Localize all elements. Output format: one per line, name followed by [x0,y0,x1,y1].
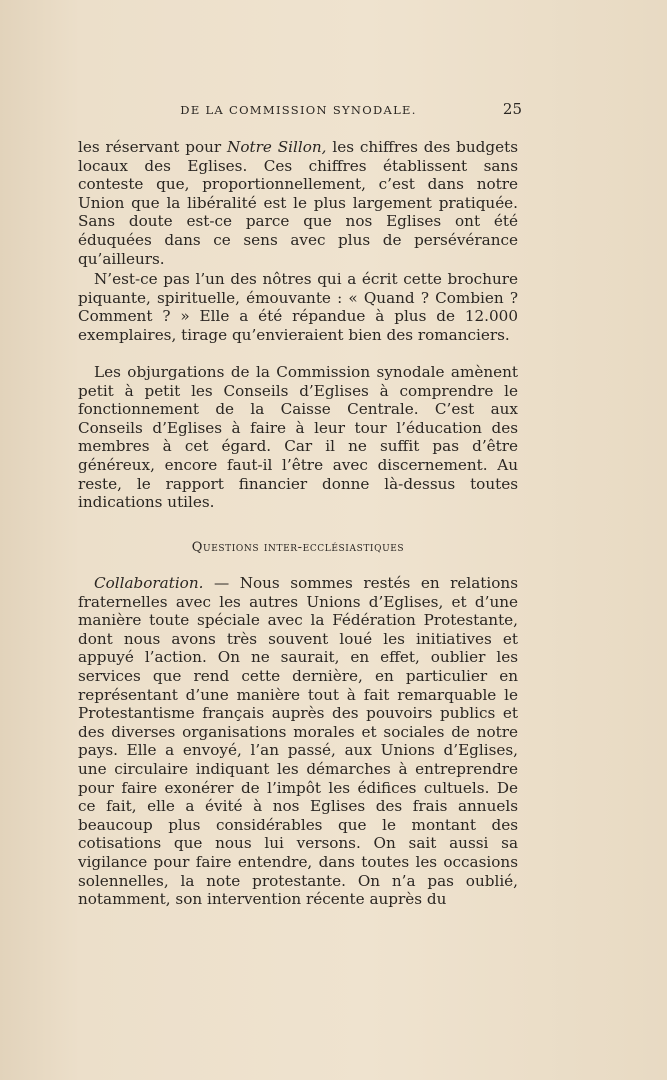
paragraph-3: Les objurgations de la Commission synodale amènent petit à petit les Conseils d’Eglises à comprendre le fonctionnement de la Caisse Centrale. C’est aux Conseils d’Eglises à faire à leur tour l’éducation des membres à cet égard. Car il ne suffit pas d’être généreux, encore faut-il l’être avec discernement. Au reste, le rapport financier donne là-dessus toutes indications utiles. [78,363,518,512]
running-title: DE LA COMMISSION SYNODALE. [180,103,417,117]
paragraph-1 [78,138,518,268]
paragraph-collaboration [78,574,518,909]
page-number: 25 [502,100,522,118]
paragraph-1-start: les réservant pour [78,138,228,156]
collaboration-body: — Nous sommes restés en relations fraternelles avec les autres Unions d’Eglises, et d’une manière toute spéciale avec la Fédération Protestante, dont nous avons très souvent loué les initiatives et appuyé l’action. On ne saurait, en effet, oublier les services que rend cette dernière, en particulier en représentant d’une manière tout à fait remarquable le Protestantisme français auprès des pouvoirs publics et des diverses organisations morales et sociales de notre pays. Elle a envoyé, l’an passé, aux Unions d’Eglises, une circulaire indiquant les démarches à entreprendre pour faire exonérer de l’impôt les édifices cultuels. De ce fait, elle a évité à nos Eglises des frais annuels beaucoup plus considérables que le montant des cotisations que nous lui versons. On sait aussi sa vigilance pour faire entendre, dans toutes les occasions solennelles, la note protestante. On n’a pas oublié, notamment, son intervention récente auprès du [78,574,518,909]
paragraph-1-rest: les chiffres des budgets locaux des Eglises. Ces chiffres établissent sans conteste que, proportionnellement, c’est dans notre Union que la libéralité est le plus largement pratiquée. Sans doute est-ce parce que nos Eglises ont été éduquées dans ce sens avec plus de persévérance qu’ailleurs. [78,138,519,268]
journal-title: Notre Sillon, [227,138,327,156]
paragraph-2: N’est-ce pas l’un des nôtres qui a écrit cette brochure piquante, spirituelle, émouvante : « Quand ? Combien ? Comment ? » Elle a été répandue à plus de 12.000 exemplaires, tirage qu’envieraient bien des romanciers. [78,270,518,344]
collaboration-lead: Collaboration. [94,574,204,592]
section-heading: Questions inter-ecclésiastiques [191,540,405,555]
